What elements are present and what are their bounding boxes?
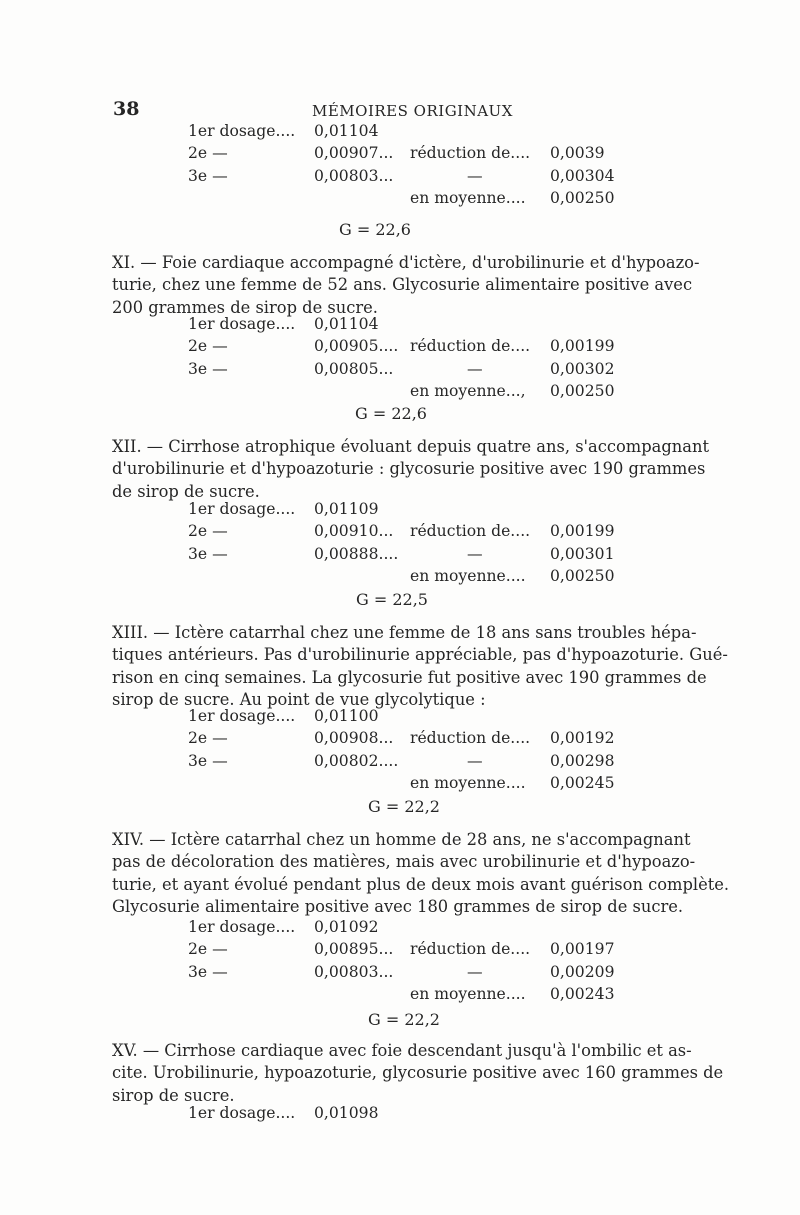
page-number: 38: [113, 98, 140, 120]
row-note: réduction de....: [410, 522, 531, 541]
text-line: XIV. — Ictère catarrhal chez un homme de 28 ans, ne s'accompagnant: [112, 830, 691, 849]
row-label: 2e —: [188, 729, 228, 748]
row-label: 1er dosage....: [188, 918, 296, 936]
row-result: 0,00245: [550, 774, 615, 793]
row-note: en moyenne....: [410, 189, 526, 208]
text-line: sirop de sucre. Au point de vue glycolytique :: [112, 690, 486, 710]
row-note: réduction de....: [410, 729, 531, 748]
text-line: 200 grammes de sirop de sucre.: [112, 297, 378, 317]
row-value: 0,00803...: [314, 962, 394, 981]
row-result: 0,0039: [550, 144, 605, 163]
text-line: XIII. — Ictère catarrhal chez une femme de 18 ans sans troubles hépa-: [112, 623, 697, 642]
row-value: 0,00910...: [314, 522, 394, 541]
row-label: 3e —: [188, 359, 228, 378]
row-note: en moyenne....: [410, 985, 526, 1004]
row-result: 0,00250: [550, 567, 615, 586]
row-label: 3e —: [188, 751, 228, 770]
row-label: 1er dosage....: [188, 500, 296, 518]
row-result: 0,00304: [550, 166, 615, 185]
text-line: pas de décoloration des matières, mais avec urobilinurie et d'hypoazo-: [112, 852, 696, 872]
row-result: 0,00250: [550, 382, 615, 401]
row-result: 0,00192: [550, 729, 615, 748]
glycolytic-index: G = 22,5: [356, 590, 428, 609]
row-label: 1er dosage....: [188, 315, 296, 333]
row-note: en moyenne....: [410, 567, 526, 586]
text-line: d'urobilinurie et d'hypoazoturie : glycosurie positive avec 190 grammes: [112, 459, 706, 479]
text-line: turie, chez une femme de 52 ans. Glycosurie alimentaire positive avec: [112, 275, 693, 295]
row-label: 3e —: [188, 166, 228, 185]
text-line: Glycosurie alimentaire positive avec 180 grammes de sirop de sucre.: [112, 897, 684, 917]
row-result: 0,00298: [550, 751, 615, 770]
row-value: 0,00908...: [314, 729, 394, 748]
row-value: 0,00805...: [314, 359, 394, 378]
row-label: 2e —: [188, 522, 228, 541]
row-value: 0,00888....: [314, 544, 399, 563]
row-value: 0,01109: [314, 500, 379, 518]
row-label: 2e —: [188, 337, 228, 356]
row-note: réduction de....: [410, 337, 531, 356]
row-value: 0,00895...: [314, 940, 394, 959]
text-line: XI. — Foie cardiaque accompagné d'ictère, d'urobilinurie et d'hypoazo-: [112, 253, 700, 272]
text-line: tiques antérieurs. Pas d'urobilinurie appréciable, pas d'hypoazoturie. Gué-: [112, 645, 728, 665]
glycolytic-index: G = 22,6: [355, 404, 427, 423]
row-value: 0,01104: [314, 122, 379, 140]
glycolytic-index: G = 22,2: [368, 797, 440, 816]
row-value: 0,00802....: [314, 751, 399, 770]
row-label: 1er dosage....: [188, 1104, 296, 1122]
glycolytic-index: G = 22,2: [368, 1010, 440, 1029]
text-line: XII. — Cirrhose atrophique évoluant depuis quatre ans, s'accompagnant: [112, 437, 709, 456]
row-result: 0,00197: [550, 940, 615, 959]
row-value: 0,01104: [314, 315, 379, 333]
row-note: —: [467, 751, 483, 770]
row-result: 0,00243: [550, 985, 615, 1004]
row-value: 0,00907...: [314, 144, 394, 163]
row-result: 0,00301: [550, 544, 615, 563]
row-note: —: [467, 962, 483, 981]
row-label: 1er dosage....: [188, 122, 296, 140]
row-note: en moyenne....: [410, 774, 526, 793]
row-value: 0,01092: [314, 918, 379, 936]
row-note: réduction de....: [410, 940, 531, 959]
text-line: sirop de sucre.: [112, 1085, 235, 1105]
row-label: 2e —: [188, 940, 228, 959]
row-value: 0,01098: [314, 1104, 379, 1122]
row-note: réduction de....: [410, 144, 531, 163]
row-note: en moyenne...,: [410, 382, 526, 401]
row-label: 1er dosage....: [188, 707, 296, 725]
glycolytic-index: G = 22,6: [339, 220, 411, 239]
case-xiii-paragraph: [112, 622, 728, 712]
running-title: MÉMOIRES ORIGINAUX: [312, 102, 513, 120]
row-note: —: [467, 544, 483, 563]
case-xii-paragraph: [112, 436, 709, 503]
case-xi-paragraph: [112, 252, 700, 319]
row-result: 0,00199: [550, 522, 615, 541]
row-note: —: [467, 166, 483, 185]
row-label: 3e —: [188, 544, 228, 563]
row-label: 3e —: [188, 962, 228, 981]
row-result: 0,00250: [550, 189, 615, 208]
text-line: turie, et ayant évolué pendant plus de deux mois avant guérison complète.: [112, 874, 730, 894]
text-line: XV. — Cirrhose cardiaque avec foie descendant jusqu'à l'ombilic et as-: [112, 1041, 692, 1060]
row-result: 0,00209: [550, 962, 615, 981]
row-value: 0,01100: [314, 707, 379, 725]
case-xv-paragraph: [112, 1040, 724, 1107]
row-value: 0,00905....: [314, 337, 399, 356]
row-label: 2e —: [188, 144, 228, 163]
case-xiv-paragraph: [112, 829, 730, 919]
text-line: cite. Urobilinurie, hypoazoturie, glycosurie positive avec 160 grammes de: [112, 1063, 724, 1083]
text-line: de sirop de sucre.: [112, 481, 260, 501]
row-note: —: [467, 359, 483, 378]
row-result: 0,00302: [550, 359, 615, 378]
row-result: 0,00199: [550, 337, 615, 356]
text-line: rison en cinq semaines. La glycosurie fut positive avec 190 grammes de: [112, 667, 707, 687]
row-value: 0,00803...: [314, 166, 394, 185]
